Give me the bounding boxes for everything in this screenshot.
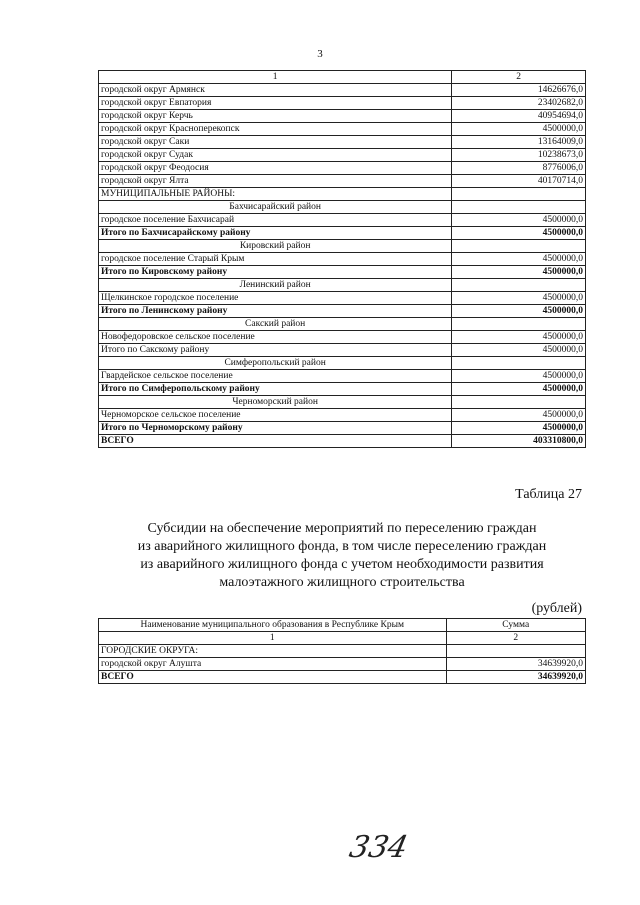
handwritten-page-note: 334 <box>346 830 411 865</box>
municipality-name-cell: городской округ Ялта <box>99 175 452 188</box>
table-row <box>99 344 586 357</box>
district-header-row <box>99 357 586 370</box>
table-row <box>99 658 586 671</box>
municipality-name-cell: Щелкинское городское поселение <box>99 292 452 305</box>
municipality-name-cell: Черноморское сельское поселение <box>99 409 452 422</box>
page-number: 3 <box>317 48 323 60</box>
amount-cell: 4500000,0 <box>452 227 586 240</box>
municipality-name-cell: городской округ Саки <box>99 136 452 149</box>
total-row <box>99 671 586 684</box>
district-header-row <box>99 240 586 253</box>
amount-cell: 8776006,0 <box>452 162 586 175</box>
table-row <box>99 409 586 422</box>
amount-cell: 40170714,0 <box>452 175 586 188</box>
table-row <box>99 370 586 383</box>
municipality-name-cell: городской округ Судак <box>99 149 452 162</box>
amount-cell <box>452 396 586 409</box>
table-row <box>99 175 586 188</box>
column-number-row <box>99 632 586 645</box>
amount-cell <box>452 318 586 331</box>
amount-cell: 4500000,0 <box>452 266 586 279</box>
table-title <box>100 520 584 592</box>
table-row <box>99 214 586 227</box>
column-header-name: Наименование муниципального образования в Республике Крым <box>99 619 447 632</box>
amount-cell <box>452 201 586 214</box>
subsidy-table-27 <box>98 618 586 684</box>
amount-cell: 4500000,0 <box>452 409 586 422</box>
municipality-name-cell: городской округ Керчь <box>99 110 452 123</box>
amount-cell: 4500000,0 <box>452 344 586 357</box>
municipality-name-cell: Ленинский район <box>99 279 452 292</box>
amount-cell: 13164009,0 <box>452 136 586 149</box>
district-header-row <box>99 318 586 331</box>
column-number-row <box>99 71 586 84</box>
total-row <box>99 422 586 435</box>
title-line: малоэтажного жилищного строительства <box>219 575 465 590</box>
municipality-name-cell: городской округ Евпатория <box>99 97 452 110</box>
total-row <box>99 266 586 279</box>
municipality-name-cell: Итого по Бахчисарайскому району <box>99 227 452 240</box>
municipality-name-cell: городской округ Алушта <box>99 658 447 671</box>
column-number-2: 2 <box>446 632 585 645</box>
table-row <box>99 292 586 305</box>
amount-cell <box>446 645 585 658</box>
municipality-name-cell: городское поселение Бахчисарай <box>99 214 452 227</box>
table-row <box>99 84 586 97</box>
table-row <box>99 110 586 123</box>
municipality-name-cell: Черноморский район <box>99 396 452 409</box>
municipality-name-cell: ВСЕГО <box>99 435 452 448</box>
amount-cell: 4500000,0 <box>452 123 586 136</box>
amount-cell: 4500000,0 <box>452 383 586 396</box>
title-line: Субсидии на обеспечение мероприятий по переселению граждан <box>147 521 537 536</box>
municipality-name-cell: городской округ Красноперекопск <box>99 123 452 136</box>
municipality-name-cell: Симферопольский район <box>99 357 452 370</box>
table-label: Таблица 27 <box>515 487 582 502</box>
municipality-name-cell: городской округ Феодосия <box>99 162 452 175</box>
amount-cell: 23402682,0 <box>452 97 586 110</box>
table-row <box>99 136 586 149</box>
amount-cell: 4500000,0 <box>452 422 586 435</box>
amount-cell <box>452 240 586 253</box>
column-number-2: 2 <box>452 71 586 84</box>
amount-cell: 403310800,0 <box>452 435 586 448</box>
amount-cell: 4500000,0 <box>452 292 586 305</box>
amount-cell: 4500000,0 <box>452 305 586 318</box>
column-number-1: 1 <box>99 632 447 645</box>
amount-cell: 40954694,0 <box>452 110 586 123</box>
municipality-name-cell: Гвардейское сельское поселение <box>99 370 452 383</box>
municipality-name-cell: МУНИЦИПАЛЬНЫЕ РАЙОНЫ: <box>99 188 452 201</box>
municipality-name-cell: Новофедоровское сельское поселение <box>99 331 452 344</box>
table-row <box>99 331 586 344</box>
municipality-name-cell: Итого по Кировскому району <box>99 266 452 279</box>
total-row <box>99 305 586 318</box>
table-row <box>99 149 586 162</box>
amount-cell: 4500000,0 <box>452 253 586 266</box>
municipality-name-cell: городское поселение Старый Крым <box>99 253 452 266</box>
municipality-name-cell: Итого по Ленинскому району <box>99 305 452 318</box>
section-header-row <box>99 645 586 658</box>
district-header-row <box>99 201 586 214</box>
table-row <box>99 123 586 136</box>
table-body <box>99 645 586 684</box>
title-line: из аварийного жилищного фонда с учетом необходимости развития <box>140 557 544 572</box>
amount-cell: 4500000,0 <box>452 370 586 383</box>
amount-cell <box>452 357 586 370</box>
column-header-sum: Сумма <box>446 619 585 632</box>
section-header-row <box>99 188 586 201</box>
amount-cell: 10238673,0 <box>452 149 586 162</box>
district-header-row <box>99 396 586 409</box>
municipality-name-cell: городской округ Армянск <box>99 84 452 97</box>
district-header-row <box>99 279 586 292</box>
municipality-name-cell: Кировский район <box>99 240 452 253</box>
municipality-name-cell: Сакский район <box>99 318 452 331</box>
total-row <box>99 227 586 240</box>
title-line: из аварийного жилищного фонда, в том числе переселению граждан <box>137 539 547 554</box>
amount-cell: 14626676,0 <box>452 84 586 97</box>
municipality-name-cell: Итого по Сакскому району <box>99 344 452 357</box>
amount-cell <box>452 188 586 201</box>
units-label: (рублей) <box>531 601 582 616</box>
total-row <box>99 383 586 396</box>
amount-cell <box>452 279 586 292</box>
amount-cell: 4500000,0 <box>452 214 586 227</box>
amount-cell: 34639920,0 <box>446 658 585 671</box>
amount-cell: 4500000,0 <box>452 331 586 344</box>
municipality-name-cell: Итого по Черноморскому району <box>99 422 452 435</box>
table-row <box>99 253 586 266</box>
municipality-name-cell: Итого по Симферопольскому району <box>99 383 452 396</box>
municipality-name-cell: ВСЕГО <box>99 671 447 684</box>
municipality-name-cell: ГОРОДСКИЕ ОКРУГА: <box>99 645 447 658</box>
table-row <box>99 97 586 110</box>
table-row <box>99 162 586 175</box>
column-header-row <box>99 619 586 632</box>
table-body <box>99 84 586 448</box>
total-row <box>99 435 586 448</box>
amount-cell: 34639920,0 <box>446 671 585 684</box>
column-number-1: 1 <box>99 71 452 84</box>
subsidy-table-continuation <box>98 70 586 448</box>
municipality-name-cell: Бахчисарайский район <box>99 201 452 214</box>
